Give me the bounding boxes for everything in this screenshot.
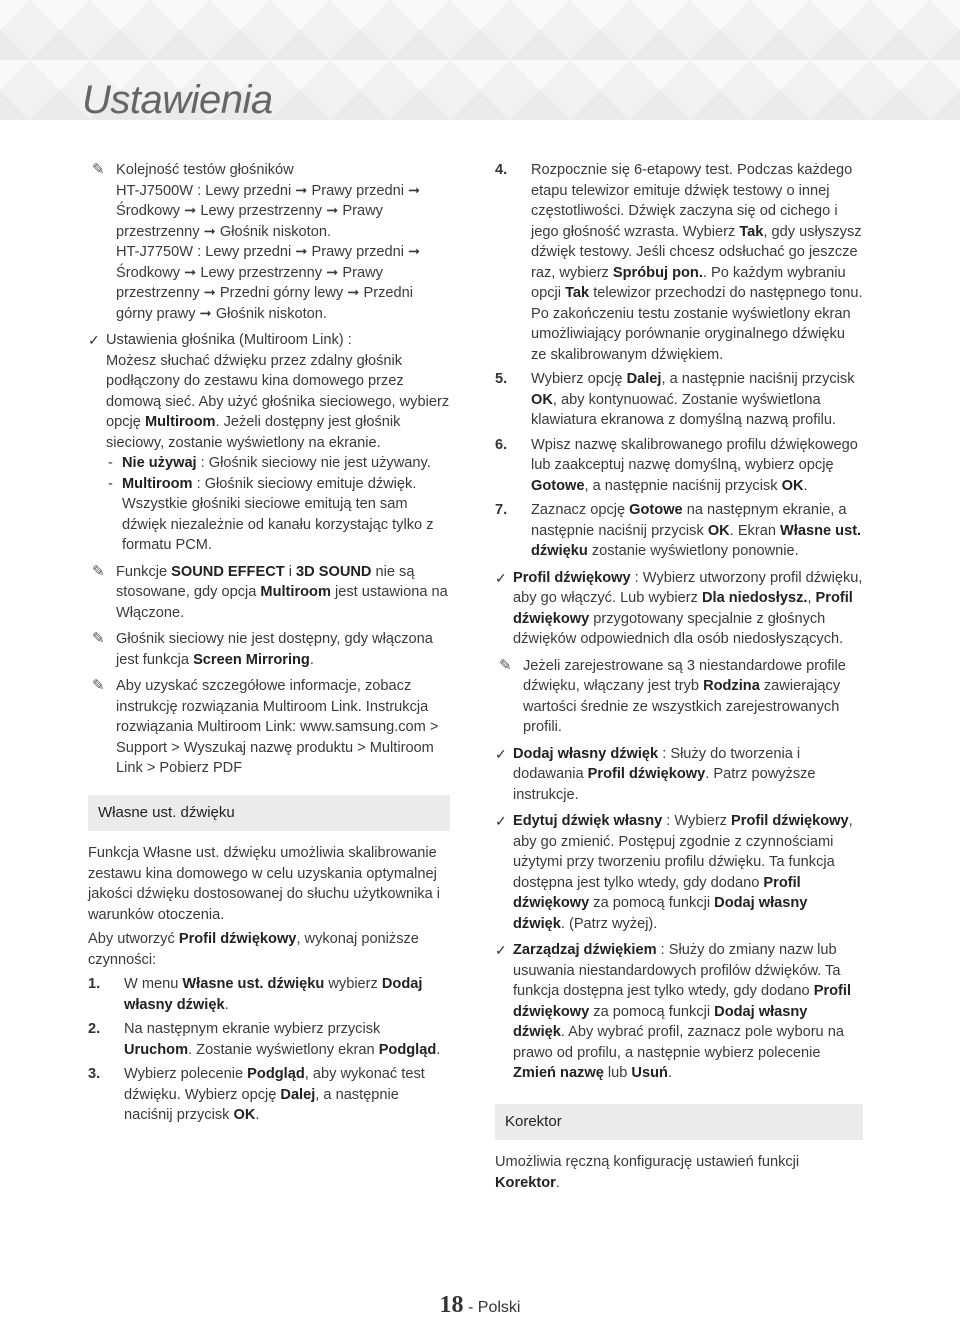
section-title-wlasne: Własne ust. dźwięku [88,795,450,832]
check-icon: ✓ [495,745,507,762]
text: Jeżeli zarejestrowane są 3 niestandardowe profile dźwięku, włączany jest tryb [523,657,846,694]
bold: OK [233,1107,256,1123]
bold: Podgląd [378,1041,437,1058]
steps-list-left [88,974,450,1126]
check-icon: ✓ [88,332,100,348]
bold: Profil dźwiękowy [587,766,706,782]
step-number: 1. [88,976,101,992]
text: : Służy do zmiany nazw lub usuwania niestandardowych profilów dźwięków. Ta funkcja dostępna jest tylko wtedy, gdy dodano [513,942,841,999]
step-number: 3. [88,1066,101,1082]
text: Zaznacz opcję [531,502,630,518]
sub-label: Nie używaj [122,455,197,471]
step-4 [495,160,863,365]
step-1 [88,974,450,1015]
text: Aby uzyskać szczegółowe informacje, zobacz instrukcję rozwiązania Multiroom Link. Instrukcja rozwiązania Multiroom Link: www.samsung.com > Support > Wyszukaj nazwę produktu > Multiroom Link > Pobierz PDF [116,678,439,776]
bold: Korektor [495,1174,556,1191]
text: Funkcje [116,563,172,580]
text: , aby go zmienić. Postępuj zgodnie z czynnościami użytymi przy tworzeniu profilu dźwięku. Ta funkcja dostępna jest tylko wtedy, gdy dodano [513,813,853,891]
note-pencil-icon: ✎ [92,562,105,580]
text: Na następnym ekranie wybierz przycisk [124,1021,381,1037]
text: , wykonaj poniższe czynności: [88,931,419,968]
text: Aby utworzyć [88,931,179,947]
page-number: 18 [439,1292,464,1318]
bold: Usuń [631,1065,668,1081]
bold: Profil dźwiękowy [513,569,631,586]
text: , aby kontynuować. Zostanie wyświetlona klawiatura ekranowa z domyślną nazwą profilu. [531,391,836,428]
text: : Wybierz [662,813,732,829]
bold: Gotowe [531,477,585,494]
sub-item-nie-uzywaj: - Nie używaj : Głośnik sieciowy nie jest używany. [108,455,431,471]
text: , a następnie naciśnij przycisk [584,477,782,494]
bold: Dla niedosłysz. [702,590,808,606]
bold: Podgląd [247,1066,305,1082]
check-icon: ✓ [495,942,507,958]
text: . Po każdym wybraniu opcji [531,264,846,301]
note-pencil-icon: ✎ [92,630,105,647]
step-2 [88,1019,450,1060]
text: . [667,1065,672,1081]
bold: Własne ust. dźwięku [531,522,862,559]
bold: Profil dźwiękowy [178,931,297,947]
text: Wybierz opcję [531,371,627,387]
text: za pomocą funkcji [589,1003,715,1020]
check-icon: ✓ [495,813,507,829]
note-pencil-icon: ✎ [92,677,105,694]
bold: Profil dźwiękowy [513,983,852,1020]
step-number: 2. [88,1021,101,1037]
check-text-a: Możesz słuchać dźwięku przez zdalny głośnik podłączony do zestawu kina domowego przez domową sieć. Aby użyć głośnika sieciowego, wybierz opcję [106,352,450,430]
step-number: 7. [495,502,508,518]
text: , a następnie naciśnij przycisk [661,371,855,387]
sub-item-multiroom: - Multiroom : Głośnik sieciowy emituje dźwięk. Wszystkie głośniki sieciowe emitują ten sam dźwięk niezależnie od kanału korzystając tylko z formatu PCM. [108,475,434,553]
check-profil-dzwiekowy [495,568,863,650]
text: , aby wykonać test dźwięku. Wybierz opcję [124,1066,425,1103]
text: , gdy usłyszysz dźwięk testowy. Jeśli chcesz odsłuchać go jeszcze raz, wybierz [531,223,862,281]
text: jest ustawiona na Włączone. [116,584,448,621]
text: . (Patrz wyżej). [560,915,658,932]
check-icon: ✓ [495,569,507,586]
note-speaker-test-order [88,160,450,324]
text: Głośnik sieciowy nie jest dostępny, gdy włączona jest funkcja [116,631,433,668]
check-text-b: . Jeżeli dostępny jest głośnik sieciowy, zostanie wyświetlony na ekranie. [106,414,401,451]
bold: Uruchom [124,1041,189,1058]
text: : Służy do tworzenia i dodawania [513,745,801,782]
bold: OK [531,391,553,408]
text: zawierający wartości średnie ze wszystkich zarejestrowanych profili. [523,678,841,735]
text: . [255,1107,260,1123]
note-screen-mirroring [88,629,450,670]
text: . [436,1041,441,1058]
step-number: 6. [495,436,508,453]
bold: Tak [565,285,590,301]
check-body [106,351,450,454]
bold: SOUND EFFECT [171,563,285,580]
bold: Dodaj własny dźwięk [513,895,808,932]
bold: Profil dźwiękowy [513,874,801,911]
text: W menu [124,976,183,992]
text: . [309,651,314,668]
bold: OK [707,522,730,539]
text: nie są stosowane, gdy opcja [116,563,415,600]
footer-language: Polski [477,1299,521,1316]
steps-list-right [495,160,863,562]
note-rodzina [495,656,863,738]
bold: Edytuj dźwięk własny [513,813,663,829]
text: wybierz [324,976,382,992]
text: . Patrz powyższe instrukcje. [513,766,816,803]
bold: Własne ust. dźwięku [182,976,325,992]
text: . Ekran [729,522,781,539]
bold: Dodaj własny dźwięk [513,1003,808,1040]
bold: Spróbuj pon. [612,264,703,281]
note-line-j7750w: HT-J7750W : Lewy przedni ➞ Prawy przedni ➞ Środkowy ➞ Lewy przestrzenny ➞ Prawy przestrzenny ➞ Przedni górny lewy ➞ Przedni górny prawy ➞ Głośnik niskoton. [116,244,421,322]
text: , a następnie naciśnij przycisk [124,1086,399,1123]
check-edytuj [495,811,863,934]
text: . [555,1174,560,1191]
text: za pomocą funkcji [589,895,715,911]
step-7 [495,500,863,562]
right-column [495,160,863,1197]
check-title: Ustawienia głośnika (Multiroom Link) : [106,332,352,348]
bold: Dodaj własny dźwięk [513,745,659,762]
bold: 3D SOUND [296,563,372,580]
text: Rozpocznie się 6-etapowy test. Podczas każdego etapu telewizor emituje dźwięk testowy o innej częstotliwości. Dźwięk zaczyna się od cichego i jego głośność wzrasta. Wybierz [531,162,853,240]
page-footer [0,1292,960,1319]
note-pencil-icon: ✎ [499,656,512,674]
bold: Profil dźwiękowy [513,590,853,627]
bold: Gotowe [629,502,683,518]
text: lub [603,1065,632,1081]
note-title: Kolejność testów głośników [116,162,294,178]
check-zarzadzaj [495,940,863,1084]
note-pencil-icon: ✎ [92,161,105,178]
note-more-info [88,676,450,779]
bold: Screen Mirroring [193,651,310,668]
section-title-korektor: Korektor [495,1104,863,1141]
text: . Zostanie wyświetlony ekran [188,1041,379,1058]
step-number: 5. [495,371,508,387]
check-speaker-settings [88,330,450,556]
sub-text: : Głośnik sieciowy nie jest używany. [196,455,431,471]
bold: Zarządzaj dźwiękiem [513,942,657,958]
bold: Profil dźwiękowy [731,813,849,829]
text: . [224,996,229,1013]
text: i [284,563,297,580]
step-6 [495,435,863,497]
step-number: 4. [495,162,508,178]
step-3 [88,1064,450,1126]
text: Umożliwia ręczną konfigurację ustawień funkcji [495,1154,800,1170]
text: Wybierz polecenie [124,1066,248,1082]
note-sound-effect [88,562,450,624]
text: . Aby wybrać profil, zaznacz pole wyboru na prawo od profilu, a następnie wybierz polecenie [513,1024,844,1061]
korektor-text [495,1152,863,1193]
sub-text: : Głośnik sieciowy emituje dźwięk. Wszystkie głośniki sieciowe emitują ten sam dźwięk niezależnie od kanału korzystając tylko z formatu PCM. [122,475,434,553]
bold: Multiroom [260,584,331,600]
bold: Dalej [280,1086,316,1103]
text: . [803,477,808,494]
text: telewizor przechodzi do następnego tonu. Po zakończeniu testu zostanie wyświetlony ekran umożliwiający porównanie oryginalnego dźwięku ze skalibrowanym dźwiękiem. [531,285,863,363]
sub-label: Multiroom [122,475,193,492]
page-title: Ustawienia [82,78,273,122]
bold: Rodzina [703,678,760,694]
bold: Tak [739,223,764,240]
text: przygotowany specjalnie z głośnych dźwięków odpowiednich dla osób niedosłyszących. [513,610,844,647]
bold: Zmień nazwę [513,1065,604,1081]
text: : Wybierz utworzony profil dźwięku, aby go włączyć. Lub wybierz [513,569,863,606]
note-line-j7500w: HT-J7500W : Lewy przedni ➞ Prawy przedni ➞ Środkowy ➞ Lewy przestrzenny ➞ Prawy przestrzenny ➞ Głośnik niskoton. [116,182,421,240]
intro-text-2 [88,929,450,970]
left-column [88,160,450,1130]
step-5 [495,369,863,431]
check-dodaj [495,744,863,806]
text: , [807,590,816,606]
bold: Dodaj własny dźwięk [124,976,423,1013]
bold: Dalej [626,371,662,387]
text: Wpisz nazwę skalibrowanego profilu dźwiękowego lub zaakceptuj nazwę domyślną, wybierz opcję [531,436,858,473]
footer-separator: - [463,1299,478,1316]
text: na następnym ekranie, a następnie naciśnij przycisk [531,502,847,539]
bold: OK [781,477,804,494]
check-bold-a: Multiroom [144,414,216,430]
text: zostanie wyświetlony ponownie. [587,543,799,559]
intro-text: Funkcja Własne ust. dźwięku umożliwia skalibrowanie zestawu kina domowego w celu uzyskania optymalnej jakości dźwięku dostosowanej do słuchu użytkownika i warunków otoczenia. [88,845,441,923]
